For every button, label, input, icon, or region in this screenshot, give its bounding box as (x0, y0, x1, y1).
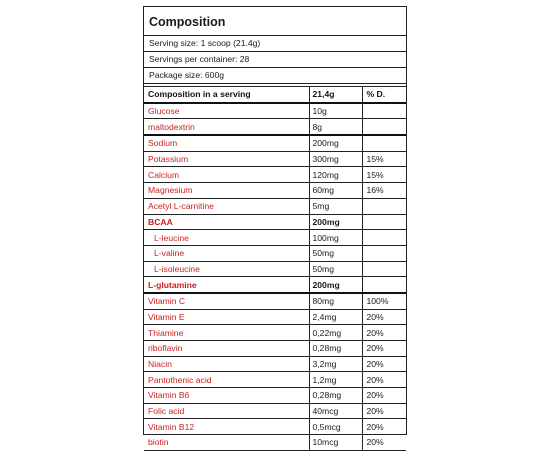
table-row (144, 214, 406, 230)
table-row (144, 372, 406, 388)
ingredient-amount: 8g (309, 119, 362, 135)
ingredient-amount: 80mg (309, 293, 362, 309)
serving-size: Serving size: 1 scoop (21.4g) (144, 36, 406, 52)
ingredient-dv: 20% (362, 309, 406, 325)
ingredient-name: Vitamin B12 (144, 419, 309, 435)
ingredient-amount: 100mg (309, 230, 362, 246)
ingredient-dv (362, 103, 406, 119)
ingredient-dv: 20% (362, 388, 406, 404)
table-row (144, 356, 406, 372)
table-row (144, 183, 406, 199)
header-daily-value: % D. (362, 87, 406, 103)
ingredient-dv (362, 261, 406, 277)
ingredient-name: Vitamin B6 (144, 388, 309, 404)
table-row (144, 309, 406, 325)
ingredient-dv: 20% (362, 356, 406, 372)
ingredient-name: Pantothenic acid (144, 372, 309, 388)
ingredient-amount: 0,28mg (309, 388, 362, 404)
servings-per-container: Servings per container: 28 (144, 52, 406, 68)
ingredient-amount: 10mcg (309, 435, 362, 451)
ingredient-amount: 120mg (309, 167, 362, 183)
ingredient-name: L-valine (144, 245, 309, 261)
ingredient-name: Acetyl L-carnitine (144, 198, 309, 214)
panel-title: Composition (144, 7, 406, 36)
table-row (144, 135, 406, 151)
ingredient-name: Folic acid (144, 403, 309, 419)
header-composition: Composition in a serving (144, 87, 309, 103)
package-size: Package size: 600g (144, 68, 406, 84)
ingredient-amount: 5mg (309, 198, 362, 214)
ingredient-dv (362, 214, 406, 230)
table-row (144, 230, 406, 246)
ingredient-dv (362, 198, 406, 214)
ingredient-name: L-leucine (144, 230, 309, 246)
ingredient-dv (362, 119, 406, 135)
table-row (144, 341, 406, 357)
table-row (144, 198, 406, 214)
ingredient-dv: 15% (362, 151, 406, 167)
ingredient-dv: 20% (362, 372, 406, 388)
ingredient-amount: 1,2mg (309, 372, 362, 388)
ingredient-name: Potassium (144, 151, 309, 167)
table-row (144, 293, 406, 309)
table-row (144, 119, 406, 135)
ingredient-amount: 50mg (309, 245, 362, 261)
table-row (144, 435, 406, 451)
ingredient-dv (362, 135, 406, 151)
table-row (144, 261, 406, 277)
ingredient-name: BCAA (144, 214, 309, 230)
ingredient-dv: 16% (362, 183, 406, 199)
ingredient-dv: 20% (362, 403, 406, 419)
ingredient-amount: 300mg (309, 151, 362, 167)
ingredient-dv: 20% (362, 325, 406, 341)
ingredient-dv: 100% (362, 293, 406, 309)
ingredient-dv (362, 230, 406, 246)
ingredient-name: Vitamin C (144, 293, 309, 309)
ingredient-name: biotin (144, 435, 309, 451)
ingredient-amount: 200mg (309, 277, 362, 293)
composition-panel (143, 6, 407, 448)
ingredient-amount: 0,28mg (309, 341, 362, 357)
ingredient-name: L-isoleucine (144, 261, 309, 277)
ingredient-amount: 3,2mg (309, 356, 362, 372)
ingredient-name: Calcium (144, 167, 309, 183)
ingredient-dv (362, 245, 406, 261)
ingredient-amount: 0,5mcg (309, 419, 362, 435)
ingredient-dv: 20% (362, 341, 406, 357)
ingredient-name: Thiamine (144, 325, 309, 341)
table-row (144, 419, 406, 435)
ingredient-amount: 200mg (309, 135, 362, 151)
ingredient-dv: 15% (362, 167, 406, 183)
ingredient-amount: 50mg (309, 261, 362, 277)
header-amount: 21,4g (309, 87, 362, 103)
ingredient-amount: 200mg (309, 214, 362, 230)
table-row (144, 167, 406, 183)
ingredient-name: Vitamin E (144, 309, 309, 325)
ingredient-amount: 2,4mg (309, 309, 362, 325)
ingredient-dv: 20% (362, 419, 406, 435)
ingredient-name: Magnesium (144, 183, 309, 199)
ingredient-name: L-glutamine (144, 277, 309, 293)
table-row (144, 277, 406, 293)
ingredient-name: Sodium (144, 135, 309, 151)
table-row (144, 325, 406, 341)
ingredient-name: Niacin (144, 356, 309, 372)
ingredient-name: riboflavin (144, 341, 309, 357)
ingredient-amount: 40mcg (309, 403, 362, 419)
ingredient-amount: 10g (309, 103, 362, 119)
table-header-row (144, 87, 406, 103)
ingredient-amount: 0,22mg (309, 325, 362, 341)
composition-table (144, 87, 406, 451)
table-row (144, 151, 406, 167)
ingredient-dv (362, 277, 406, 293)
table-row (144, 403, 406, 419)
table-row (144, 103, 406, 119)
ingredient-name: maltodextrin (144, 119, 309, 135)
ingredient-name: Glucose (144, 103, 309, 119)
table-row (144, 245, 406, 261)
ingredient-dv: 20% (362, 435, 406, 451)
ingredient-amount: 60mg (309, 183, 362, 199)
table-row (144, 388, 406, 404)
